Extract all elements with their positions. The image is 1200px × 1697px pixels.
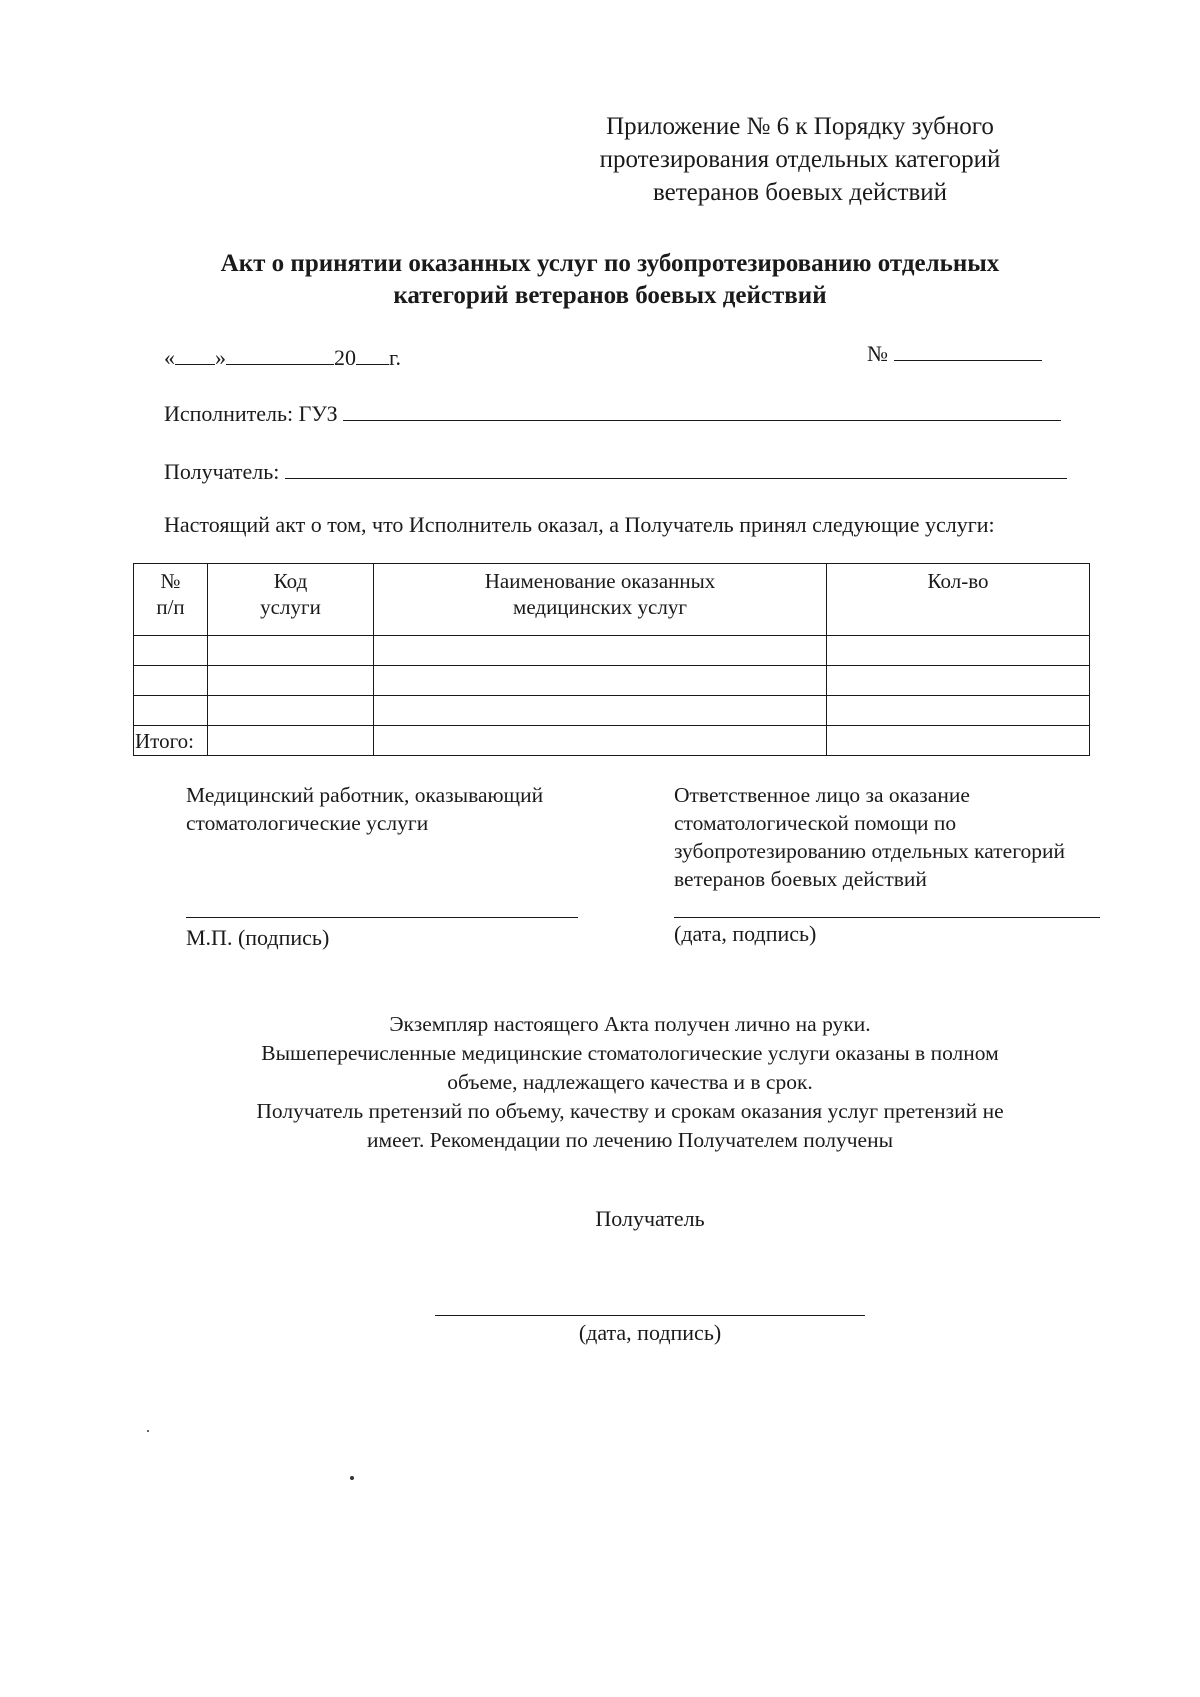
table-cell[interactable] xyxy=(134,696,208,726)
header-number xyxy=(134,564,208,636)
date-close-quote: » xyxy=(215,345,226,370)
medical-worker-signature-block xyxy=(186,781,616,837)
month-blank[interactable] xyxy=(226,344,334,365)
table-total-row xyxy=(134,726,1090,756)
statement-text: Настоящий акт о том, что Исполнитель оказал, а Получатель принял следующие услуги: xyxy=(164,512,995,537)
number-label: № xyxy=(867,341,888,366)
date-field xyxy=(164,344,401,371)
receipt-statement xyxy=(180,1010,1080,1155)
appendix-line: ветеранов боевых действий xyxy=(652,179,948,206)
title-line: категорий ветеранов боевых действий xyxy=(393,282,827,309)
total-label: Итого: xyxy=(134,726,208,756)
header-text: Наименование оказанных xyxy=(484,569,716,593)
executor-blank[interactable] xyxy=(343,400,1061,421)
signature-text: Ответственное лицо за оказание xyxy=(674,783,970,807)
act-number-blank[interactable] xyxy=(894,340,1042,361)
signature-text: стоматологической помощи по xyxy=(674,811,957,835)
table-cell[interactable] xyxy=(208,636,374,666)
receipt-line: Экземпляр настоящего Акта получен лично на руки. xyxy=(389,1012,871,1036)
receipt-line: Вышеперечисленные медицинские стоматологические услуги оказаны в полном xyxy=(261,1041,999,1065)
signature-text: ветеранов боевых действий xyxy=(674,867,927,891)
title-line: Акт о принятии оказанных услуг по зубопротезированию отдельных xyxy=(220,250,1000,277)
services-table xyxy=(133,563,1090,756)
receipt-line: Получатель претензий по объему, качеству и срокам оказания услуг претензий не xyxy=(256,1099,1004,1123)
receipt-line: имеет. Рекомендации по лечению Получателем получены xyxy=(366,1128,894,1152)
scan-speck xyxy=(350,1476,354,1480)
recipient-field xyxy=(164,458,1067,485)
header-text: п/п xyxy=(156,595,185,619)
header-code xyxy=(208,564,374,636)
appendix-header xyxy=(560,110,1040,209)
table-cell[interactable] xyxy=(208,726,374,756)
table-row xyxy=(134,696,1090,726)
header-quantity xyxy=(827,564,1090,636)
signature-text: стоматологические услуги xyxy=(186,811,429,835)
date-open-quote: « xyxy=(164,345,175,370)
medical-worker-signature-caption: М.П. (подпись) xyxy=(186,925,330,950)
appendix-line: Приложение № 6 к Порядку зубного xyxy=(606,113,994,140)
responsible-person-signature-caption: (дата, подпись) xyxy=(674,921,817,946)
year-blank[interactable] xyxy=(356,344,389,365)
day-blank[interactable] xyxy=(175,344,215,365)
executor-field xyxy=(164,400,1061,427)
table-cell[interactable] xyxy=(374,726,827,756)
signature-text: зубопротезированию отдельных категорий xyxy=(674,839,1065,863)
table-cell[interactable] xyxy=(374,636,827,666)
medical-worker-signature-line[interactable] xyxy=(186,917,578,918)
header-text: медицинских услуг xyxy=(513,595,687,619)
header-service-name xyxy=(374,564,827,636)
recipient-label: Получатель: xyxy=(164,459,280,484)
header-text: Код xyxy=(273,569,308,593)
responsible-person-signature-block xyxy=(674,781,1154,893)
recipient-blank[interactable] xyxy=(285,458,1067,479)
header-text: услуги xyxy=(260,595,321,619)
signature-text: Медицинский работник, оказывающий xyxy=(186,783,544,807)
table-cell[interactable] xyxy=(827,726,1090,756)
table-cell[interactable] xyxy=(827,666,1090,696)
recipient-signature-label: Получатель xyxy=(595,1206,705,1231)
table-cell[interactable] xyxy=(827,696,1090,726)
table-cell[interactable] xyxy=(374,696,827,726)
table-cell[interactable] xyxy=(134,666,208,696)
header-text: Кол-во xyxy=(927,569,989,593)
appendix-line: протезирования отдельных категорий xyxy=(599,146,1001,173)
recipient-signature-line[interactable] xyxy=(435,1315,865,1316)
recipient-signature-caption: (дата, подпись) xyxy=(578,1320,722,1345)
table-cell[interactable] xyxy=(374,666,827,696)
table-row xyxy=(134,666,1090,696)
header-text: № xyxy=(160,569,181,593)
receipt-line: объеме, надлежащего качества и в срок. xyxy=(447,1070,813,1094)
table-cell[interactable] xyxy=(208,666,374,696)
table-cell[interactable] xyxy=(827,636,1090,666)
year-suffix: г. xyxy=(389,345,402,370)
year-prefix: 20 xyxy=(334,345,356,370)
table-row xyxy=(134,636,1090,666)
document-title xyxy=(150,248,1070,312)
act-number-field xyxy=(867,340,1042,367)
table-cell[interactable] xyxy=(134,636,208,666)
table-header-row xyxy=(134,564,1090,636)
responsible-person-signature-line[interactable] xyxy=(674,917,1100,918)
scan-speck xyxy=(147,1430,149,1432)
table-cell[interactable] xyxy=(208,696,374,726)
executor-label: Исполнитель: ГУЗ xyxy=(164,401,338,426)
